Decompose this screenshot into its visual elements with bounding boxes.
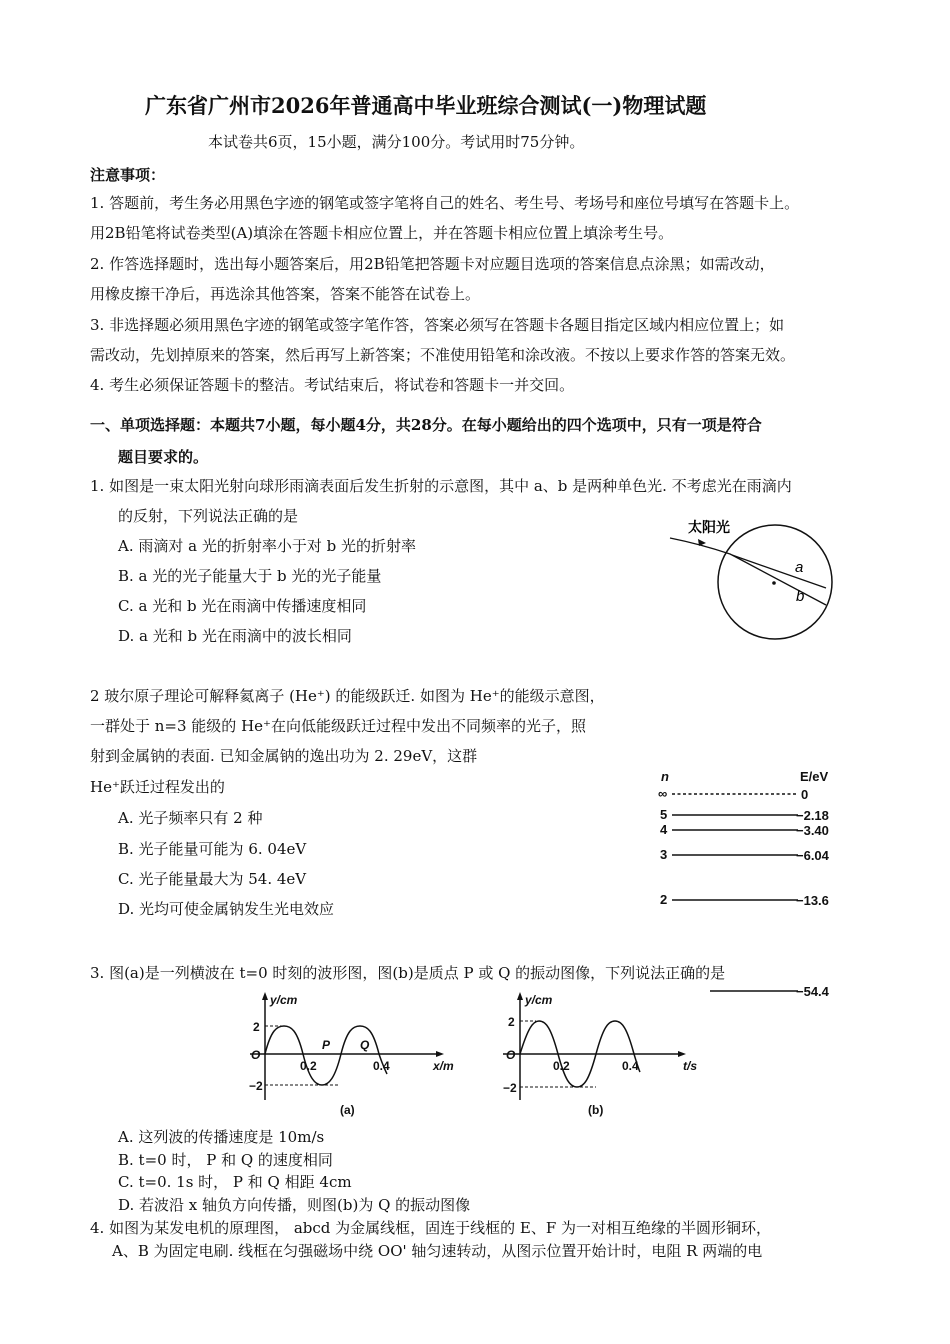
page-subtitle: 本试卷共6页，15小题，满分100分。考试用时75分钟。 [208,133,585,151]
q3-stem: 3. 图(a)是一列横波在 t=0 时刻的波形图，图(b)是质点 P 或 Q 的振动图像，下列说法正确的是 [90,964,726,982]
level-n: 4 [660,822,668,837]
section-heading: 一、单项选择题：本题共7小题，每小题4分，共28分。在每小题给出的四个选项中，只有一项是符合 [90,416,762,434]
q2-option-d: D. 光均可使金属钠发生光电效应 [118,900,335,918]
graph-a-tick2: 0.4 [373,1059,390,1073]
q1-option-d: D. a 光和 b 光在雨滴中的波长相同 [118,627,352,645]
x-axis-arrow [436,1051,444,1057]
notice-line: 用橡皮擦干净后，再选涂其他答案，答案不能答在试卷上。 [90,285,481,303]
level-e: −13.6 [796,893,829,908]
notice-heading: 注意事项： [90,166,166,184]
q2-stem-cont: He⁺跃迁过程发出的 [90,778,225,796]
graph-a-label-q: Q [360,1038,370,1052]
q2-option-b: B. 光子能量可能为 6. 04eV [118,840,307,858]
y-axis-arrow [517,992,523,1000]
q2-option-a: A. 光子频率只有 2 种 [118,809,263,827]
graph-b-yneg: −2 [503,1081,517,1095]
notice-line: 2. 作答选择题时，选出每小题答案后，用2B铅笔把答题卡对应题目选项的答案信息点涂黑；如需改动， [90,255,775,273]
notice-line: 需改动，先划掉原来的答案，然后再写上新答案；不准使用铅笔和涂改液。不按以上要求作答的答案无效。 [90,346,796,364]
y-axis-arrow [262,992,268,1000]
q1-option-b: B. a 光的光子能量大于 b 光的光子能量 [118,567,382,585]
q2-option-c: C. 光子能量最大为 54. 4eV [118,870,307,888]
notice-line: 1. 答题前，考生务必用黑色字迹的钢笔或签字笔将自己的姓名、考生号、考场号和座位号填写在答题卡上。 [90,194,800,212]
page-title: 广东省广州市2026年普通高中毕业班综合测试(一)物理试题 [145,93,707,118]
ray-a-label: a [795,559,804,576]
level-e: −54.4 [796,984,829,999]
q3-option-a: A. 这列波的传播速度是 10m/s [118,1128,325,1146]
graph-a-xlabel: x/m [433,1059,454,1073]
q1-option-c: C. a 光和 b 光在雨滴中传播速度相同 [118,597,367,615]
notice-line: 3. 非选择题必须用黑色字迹的钢笔或签字笔作答，答案必须写在答题卡各题目指定区域内相应位置上；如 [90,316,785,334]
q2-stem-cont: 射到金属钠的表面. 已知金属钠的逸出功为 2. 29eV，这群 [90,747,478,765]
q1-option-a: A. 雨滴对 a 光的折射率小于对 b 光的折射率 [118,537,416,555]
raindrop-figure [660,510,850,640]
graph-b-origin: O [506,1048,516,1062]
e-header: E/eV [800,769,829,784]
level-n: 2 [660,892,668,907]
vibration-graph-b [495,990,720,1120]
level-e: −3.40 [796,823,829,838]
graph-b-caption: (b) [588,1103,604,1117]
level-n: 3 [660,847,668,862]
notice-line: 4. 考生必须保证答题卡的整洁。考试结束后，将试卷和答题卡一并交回。 [90,376,575,394]
t-axis-arrow [678,1051,686,1057]
level-e: −2.18 [796,808,829,823]
graph-b-xlabel: t/s [683,1059,698,1073]
level-n: ∞ [658,786,668,801]
graph-b-tick2: 0.4 [622,1059,639,1073]
raindrop-center [772,581,776,585]
sun-label: 太阳光 [688,519,730,535]
ray-b-label: b [796,588,805,605]
graph-a-label-p: P [322,1038,331,1052]
graph-b-ypos: 2 [508,1015,515,1029]
q1-stem: 1. 如图是一束太阳光射向球形雨滴表面后发生折射的示意图，其中 a、b 是两种单色光. 不考虑光在雨滴内 [90,477,792,495]
section-heading-cont: 题目要求的。 [118,448,209,466]
graph-a-ylabel: y/cm [270,993,298,1007]
q1-stem-cont: 的反射，下列说法正确的是 [118,507,299,525]
q3-option-c: C. t=0. 1s 时， P 和 Q 相距 4cm [118,1173,352,1191]
graph-a-yneg: −2 [249,1079,263,1093]
level-n: 5 [660,807,668,822]
q4-stem: 4. 如图为某发电机的原理图， abcd 为金属线框，固连于线框的 E、F 为一对相互绝缘的半圆形铜环， [90,1219,772,1237]
q2-stem: 2 玻尔原子理论可解释氦离子 (He⁺) 的能级跃迁. 如图为 He⁺的能级示意图， [90,687,605,705]
n-header: n [661,769,669,784]
level-e: 0 [801,787,809,802]
level-e: −6.04 [796,848,829,863]
wave-curve [265,1026,387,1085]
q2-stem-cont: 一群处于 n=3 能级的 He⁺在向低能级跃迁过程中发出不同频率的光子，照 [90,717,586,735]
graph-a-caption: (a) [340,1103,355,1117]
ray-a [732,555,826,588]
notice-line: 用2B铅笔将试卷类型(A)填涂在答题卡相应位置上，并在答题卡相应位置上填涂考生号。 [90,224,674,242]
q3-option-b: B. t=0 时， P 和 Q 的速度相同 [118,1151,333,1169]
graph-b-tick1: 0.2 [553,1059,570,1073]
graph-b-ylabel: y/cm [525,993,553,1007]
graph-a-tick1: 0.2 [300,1059,317,1073]
q4-stem-cont: A、B 为固定电刷. 线框在匀强磁场中绕 OO' 轴匀速转动，从图示位置开始计时，电阻 R 两端的电 [112,1242,763,1260]
wave-graph-a [245,990,470,1120]
graph-a-ypos: 2 [253,1020,260,1034]
q3-option-d: D. 若波沿 x 轴负方向传播，则图(b)为 Q 的振动图像 [118,1196,471,1214]
ray-b [732,555,826,605]
graph-a-origin: O [251,1048,261,1062]
